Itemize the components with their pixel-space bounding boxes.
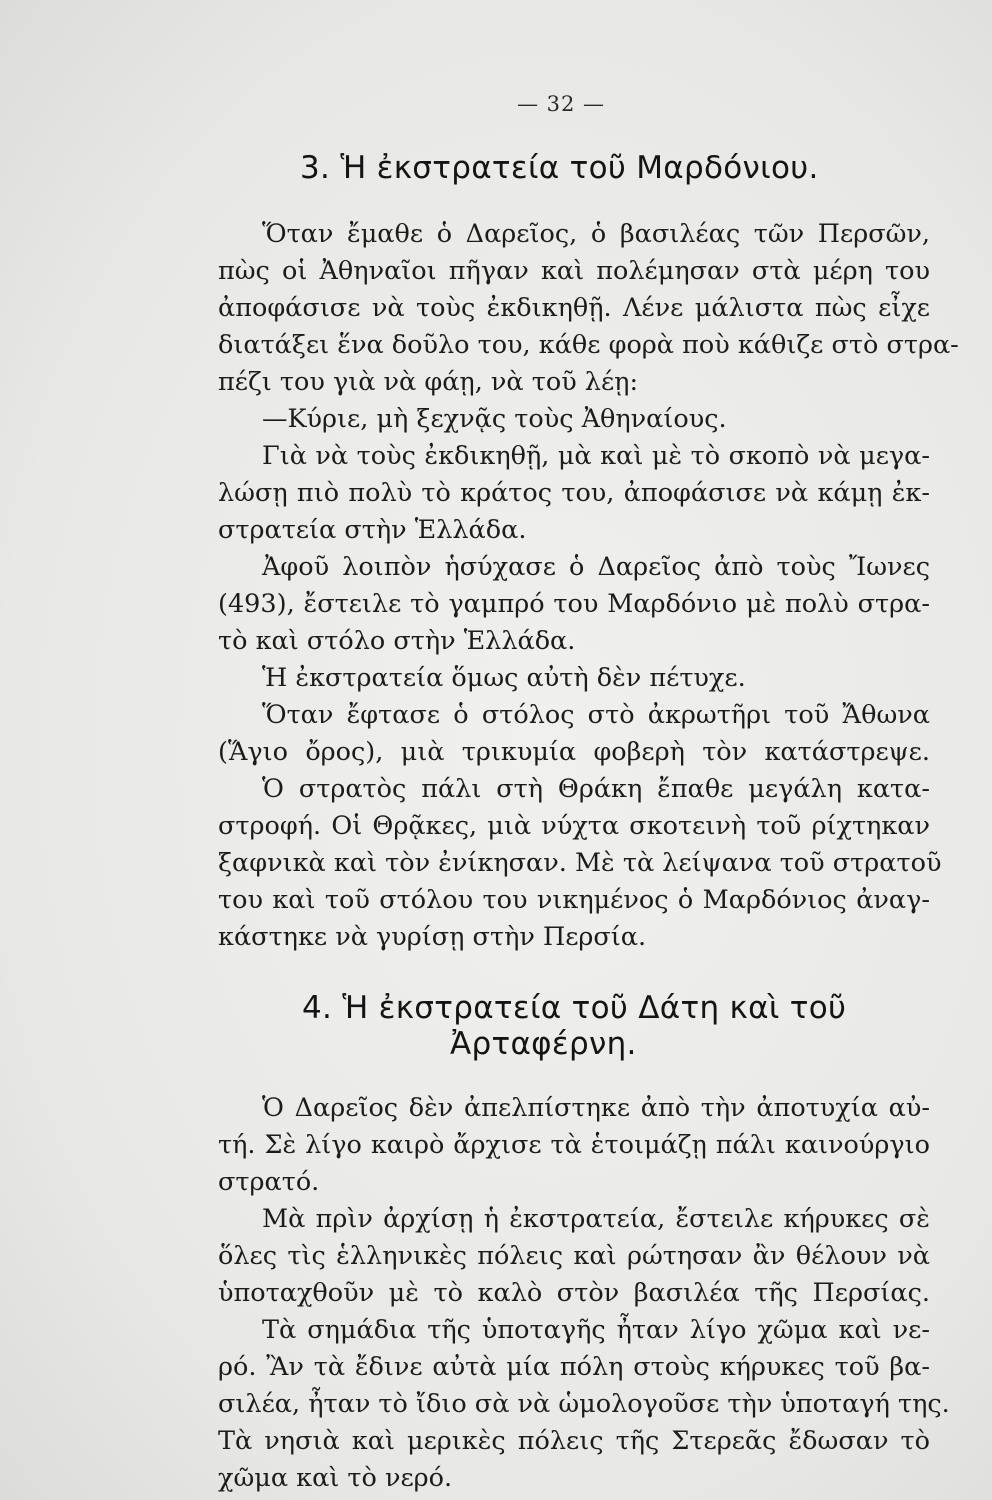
section-4-heading-continued: Ἀρταφέρνη. [450, 1026, 637, 1062]
paragraph-line: Τὰ νησιὰ καὶ μερικὲς πόλεις τῆς Στερεᾶς ἔδωσαν τὸ [218, 1426, 930, 1456]
paragraph-line: ρό. Ἂν τὰ ἔδινε αὐτὰ μία πόλη στοὺς κήρυκες τοῦ βα- [218, 1352, 930, 1382]
paragraph-line: στροφή. Οἱ Θρᾷκες, μιὰ νύχτα σκοτεινὴ τοῦ ρίχτηκαν [218, 811, 930, 841]
paragraph-line: (493), ἔστειλε τὸ γαμπρό του Μαρδόνιο μὲ πολὺ στρα- [218, 589, 930, 619]
paragraph-line: τὸ καὶ στόλο στὴν Ἑλλάδα. [218, 626, 576, 656]
paragraph-line: Ὁ Δαρεῖος δὲν ἀπελπίστηκε ἀπὸ τὴν ἀποτυχία αὐ- [262, 1093, 930, 1123]
paragraph-line: (Ἅγιο ὄρος), μιὰ τρικυμία φοβερὴ τὸν κατάστρεψε. [218, 737, 930, 767]
paragraph-line: λώσῃ πιὸ πολὺ τὸ κράτος του, ἀποφάσισε νὰ κάμῃ ἐκ- [218, 478, 930, 508]
paragraph-line: του καὶ τοῦ στόλου του νικημένος ὁ Μαρδόνιος ἀναγ- [218, 885, 930, 915]
paragraph-line: στρατό. [218, 1167, 320, 1197]
paragraph-line: διατάξει ἕνα δοῦλο του, κάθε φορὰ ποὺ κάθιζε στὸ στρα- [218, 330, 959, 360]
paragraph-line: στρατεία στὴν Ἑλλάδα. [218, 515, 527, 545]
paragraph-line: Ὅταν ἔφτασε ὁ στόλος στὸ ἀκρωτῆρι τοῦ Ἄθωνα [262, 700, 930, 730]
paragraph-line: Γιὰ νὰ τοὺς ἐκδικηθῇ, μὰ καὶ μὲ τὸ σκοπὸ νὰ μεγα- [262, 441, 930, 471]
paragraph-line: τή. Σὲ λίγο καιρὸ ἄρχισε τὰ ἑτοιμάζῃ πάλι καινούργιο [218, 1130, 930, 1160]
section-3-heading: 3. Ἡ ἐκστρατεία τοῦ Μαρδόνιου. [300, 150, 819, 186]
paragraph-line: Ὁ στρατὸς πάλι στὴ Θράκη ἔπαθε μεγάλη κατα- [262, 774, 930, 804]
paragraph-line: Ὅταν ἔμαθε ὁ Δαρεῖος, ὁ βασιλέας τῶν Περσῶν, [262, 219, 930, 249]
paragraph-line: Ἡ ἐκστρατεία ὅμως αὐτὴ δὲν πέτυχε. [262, 663, 746, 693]
paragraph-line: κάστηκε νὰ γυρίσῃ στὴν Περσία. [218, 922, 647, 952]
paragraph-line: πὼς οἱ Ἀθηναῖοι πῆγαν καὶ πολέμησαν στὰ μέρη του [218, 256, 930, 286]
paragraph-line: ἀποφάσισε νὰ τοὺς ἐκδικηθῇ. Λένε μάλιστα πὼς εἶχε [218, 293, 930, 323]
paragraph-line: Ἀφοῦ λοιπὸν ἡσύχασε ὁ Δαρεῖος ἀπὸ τοὺς Ἴωνες [262, 552, 930, 582]
paragraph-line: πέζι του γιὰ νὰ φάῃ, νὰ τοῦ λέῃ: [218, 367, 639, 397]
paragraph-line: —Κύριε, μὴ ξεχνᾷς τοὺς Ἀθηναίους. [262, 404, 727, 434]
paragraph-line: ὅλες τὶς ἑλληνικὲς πόλεις καὶ ρώτησαν ἂν θέλουν νὰ [218, 1241, 930, 1271]
paragraph-line: ὑποταχθοῦν μὲ τὸ καλὸ στὸν βασιλέα τῆς Περσίας. [218, 1278, 930, 1308]
paragraph-line: σιλέα, ἦταν τὸ ἴδιο σὰ νὰ ὡμολογοῦσε τὴν ὑποταγή της. [218, 1389, 950, 1419]
page-number: — 32 — [516, 92, 606, 116]
paragraph-line: χῶμα καὶ τὸ νερό. [218, 1463, 453, 1493]
paragraph-line: Τὰ σημάδια τῆς ὑποταγῆς ἦταν λίγο χῶμα καὶ νε- [262, 1315, 930, 1345]
paragraph-line: Μὰ πρὶν ἀρχίσῃ ἡ ἐκστρατεία, ἔστειλε κήρυκες σὲ [262, 1204, 930, 1234]
paragraph-line: ξαφνικὰ καὶ τὸν ἐνίκησαν. Μὲ τὰ λείψανα τοῦ στρατοῦ [218, 848, 942, 878]
section-4-heading: 4. Ἡ ἐκστρατεία τοῦ Δάτη καὶ τοῦ [302, 990, 847, 1026]
